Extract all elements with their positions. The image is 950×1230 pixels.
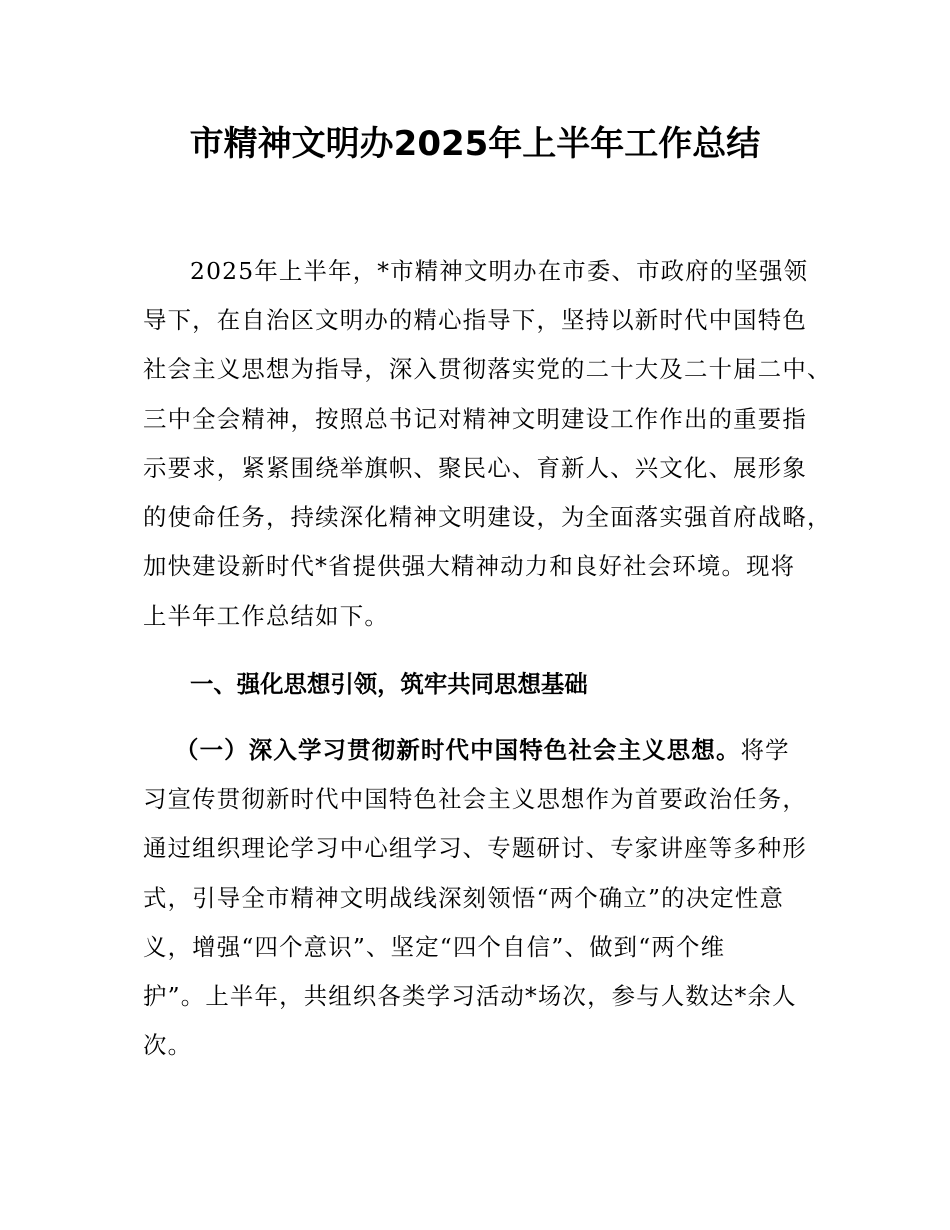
intro-line: 三中全会精神，按照总书记对精神文明建设工作作出的重要指 xyxy=(143,405,807,433)
intro-line: 社会主义思想为指导，深入贯彻落实党的二十大及二十届二中、 xyxy=(143,355,832,383)
subsection-line: 习宣传贯彻新时代中国特色社会主义思想作为首要政治任务， xyxy=(143,785,807,813)
subsection-line: 式，引导全市精神文明战线深刻领悟“两个确立”的决定性意 xyxy=(143,884,785,912)
subsection-title: （一）深入学习贯彻新时代中国特色社会主义思想。 xyxy=(175,736,741,764)
subsection-line: 护”。上半年，共组织各类学习活动*场次，参与人数达*余人 xyxy=(143,982,797,1010)
subsection-line: 义，增强“四个意识”、坚定“四个自信”、做到“两个维 xyxy=(143,933,726,961)
document-title: 市精神文明办2025年上半年工作总结 xyxy=(189,124,761,164)
subsection-text: 将学 xyxy=(740,736,790,764)
intro-line: 的使命任务，持续深化精神文明建设，为全面落实强首府战略， xyxy=(143,503,832,531)
subsection-line: 通过组织理论学习中心组学习、专题研讨、专家讲座等多种形 xyxy=(143,834,807,862)
intro-line: 上半年工作总结如下。 xyxy=(143,602,389,630)
intro-line: 导下，在自治区文明办的精心指导下，坚持以新时代中国特色 xyxy=(143,306,807,334)
section-heading: 一、强化思想引领，筑牢共同思想基础 xyxy=(190,670,588,698)
subsection-first-line xyxy=(175,736,790,764)
intro-line: 加快建设新时代*省提供强大精神动力和良好社会环境。现将 xyxy=(143,552,796,580)
intro-line: 示要求，紧紧围绕举旗帜、聚民心、育新人、兴文化、展形象 xyxy=(143,454,807,482)
intro-line: 2025年上半年，*市精神文明办在市委、市政府的坚强领 xyxy=(190,257,809,285)
subsection-line: 次。 xyxy=(143,1031,193,1059)
